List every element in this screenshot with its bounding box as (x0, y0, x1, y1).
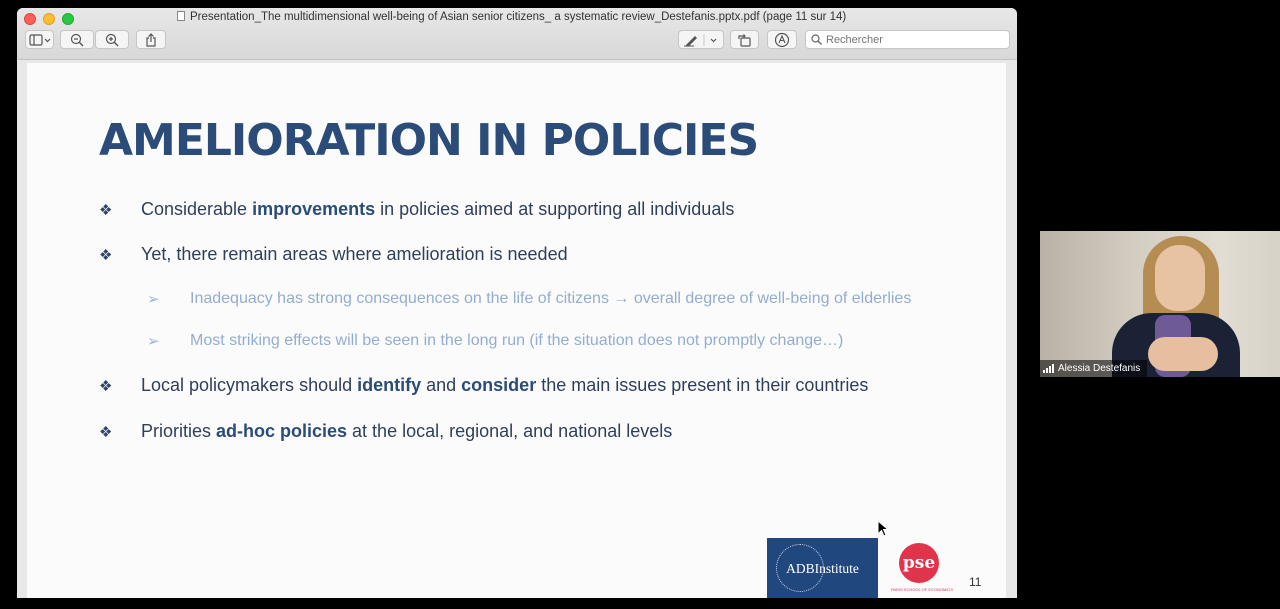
participant-face (1155, 245, 1205, 311)
bullet-diamond-icon: ❖ (99, 377, 113, 395)
bullet-item (99, 421, 672, 442)
search-field[interactable] (805, 30, 1010, 49)
participant-video-tile[interactable] (1040, 231, 1280, 377)
annotate-button[interactable] (767, 30, 797, 49)
rotate-button[interactable] (730, 30, 759, 49)
sub-bullet-text: Inadequacy has strong consequences on the life of citizens → overall degree of well-being of elderlies (190, 290, 912, 307)
signal-strength-icon (1043, 364, 1054, 373)
arrow-bullet-icon: ➢ (147, 291, 160, 308)
bullet-diamond-icon: ❖ (99, 423, 113, 441)
sidebar-toggle-button[interactable] (25, 30, 54, 49)
share-button[interactable] (136, 30, 166, 49)
zoom-out-button[interactable] (60, 30, 94, 49)
annotate-icon (774, 32, 790, 48)
zoom-in-button[interactable] (95, 30, 129, 49)
slide-title: AMELIORATION IN POLICIES (99, 115, 759, 166)
participant-name: Alessia Destefanis (1058, 363, 1141, 374)
zoom-out-icon (70, 33, 84, 47)
sub-bullet-item (147, 332, 843, 350)
document-icon (177, 11, 185, 21)
bullet-item (99, 375, 868, 396)
minimize-window-button[interactable] (43, 13, 55, 25)
slide-page-number: 11 (969, 575, 982, 589)
preview-window (17, 8, 1017, 598)
rotate-icon (737, 33, 753, 47)
search-icon (811, 34, 822, 45)
sub-bullet-item (147, 290, 911, 308)
fullscreen-window-button[interactable] (62, 13, 74, 25)
window-title-text: Presentation_The multidimensional well-being of Asian senior citizens_ a systematic review_Destefanis.pptx.pdf (page 11 sur 14) (190, 11, 847, 23)
sidebar-icon (29, 34, 51, 46)
bullet-text: Priorities ad-hoc policies at the local, regional, and national levels (141, 421, 673, 441)
participant-name-tag (1040, 360, 1147, 377)
arrow-bullet-icon: ➢ (147, 333, 160, 350)
close-window-button[interactable] (24, 13, 36, 25)
adbi-logo-text: ADBInstitute (786, 561, 859, 576)
sub-bullet-text: Most striking effects will be seen in the long run (if the situation does not promptly change…) (190, 332, 844, 349)
pse-logo (885, 541, 959, 598)
bullet-item (99, 199, 734, 220)
zoom-in-icon (105, 33, 119, 47)
markup-button[interactable] (678, 30, 724, 49)
bullet-text: Considerable improvements in policies aimed at supporting all individuals (141, 199, 735, 219)
bullet-diamond-icon: ❖ (99, 201, 113, 219)
slide-page (27, 63, 1006, 598)
pse-monogram: pse (899, 543, 939, 583)
search-input[interactable] (826, 34, 1006, 46)
adbi-logo (767, 538, 878, 598)
markup-pen-icon (681, 33, 721, 47)
pse-caption: PARIS SCHOOL OF ECONOMICS (890, 587, 953, 592)
participant-hands (1148, 337, 1218, 371)
bullet-item (99, 244, 568, 265)
mouse-cursor-icon (877, 520, 889, 538)
bullet-text: Local policymakers should identify and consider the main issues present in their countries (141, 375, 869, 395)
document-viewer[interactable] (17, 60, 1017, 598)
window-title (177, 11, 877, 23)
share-icon (145, 33, 157, 47)
bullet-text: Yet, there remain areas where amelioration is needed (141, 244, 568, 264)
title-bar (17, 8, 1017, 60)
bullet-diamond-icon: ❖ (99, 246, 113, 264)
